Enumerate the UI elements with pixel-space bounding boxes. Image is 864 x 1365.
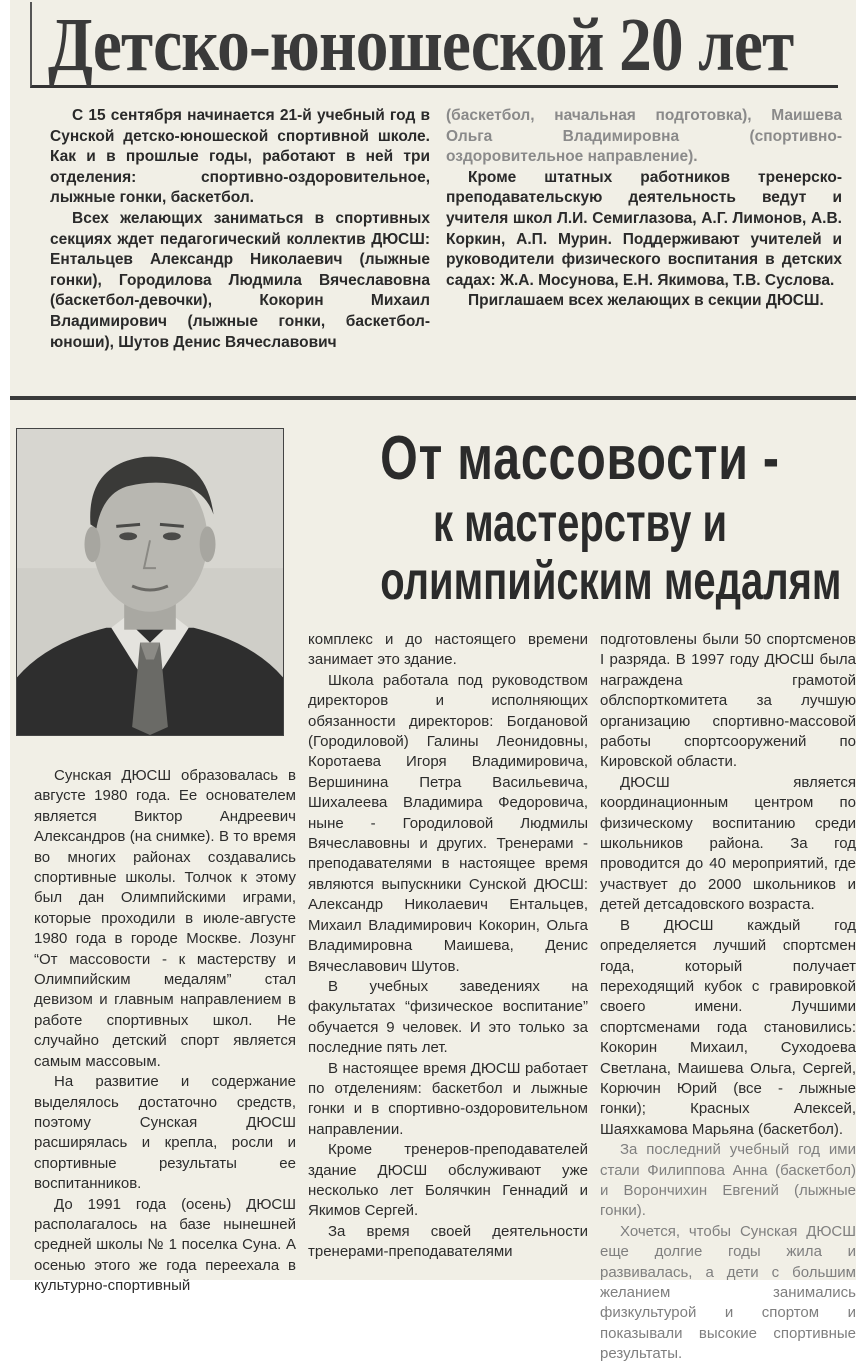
section-divider [10,396,856,400]
article-column-1 [34,766,296,1297]
article-column-3 [600,630,856,1365]
col2-paragraph-4: Кроме тренеров-преподавателей здание ДЮСШ обслуживают уже несколько лет Болячкин Геннадий и Якимов Сергей. [308,1141,588,1220]
col3-paragraph-2: В ДЮСШ каждый год определяется лучший спортсмен года, который получает переходящий кубок с гравировкой своего имени. Лучшими спортсменами года становились: Кокорин Михаил, Суходоева Светлана, Маишева Ольга, Сергей, Корючин Юрий (все - лыжные гонки); Красных Алексей, Шаяхкамова Марьяна (баскетбол). [600,916,856,1138]
col1-paragraph-2: На развитие и содержание выделялось достаточно средств, поэтому Сунская ДЮСШ расширялась и крепла, росли и спортивные результаты ее воспитанников. [34,1073,296,1193]
article-headline [310,424,850,610]
col3-paragraph-0: подготовлены были 50 спортсменов I разряда. В 1997 году ДЮСШ была награждена грамотой облспорткомитета за лучшую организацию спортивно-массовой работы спортсооружений по Кировской области. [600,631,856,771]
portrait-photo-graphic [17,429,283,735]
col3-paragraph-4: Хочется, чтобы Сунская ДЮСШ еще долгие годы жила и развивалась, а дети с большим желанием занимались физкультурой и спортом и показывали высокие спортивные результаты. [600,1222,856,1363]
col3-paragraph-1: ДЮСШ является координационным центром по физическому воспитанию среди школьников района. За год проводится до 40 мероприятий, где участвует до 2000 школьников и детей детсадовского возраста. [600,773,856,914]
headline-line-2: к мастерству и [432,493,728,553]
top-left-paragraph-1: С 15 сентября начинается 21-й учебный год в Сунской детско-юношеской спортивной школе. Как и в прошлые годы, работают в ней три отделения: спортивно-оздоровительное, лыжные гонки, баскетбол. [50,107,430,207]
banner [30,2,838,88]
portrait-photo [16,428,284,736]
article-column-2 [308,630,588,1263]
col2-paragraph-3: В настоящее время ДЮСШ работает по отделениям: баскетбол и лыжные гонки и в спортивно-оздоровительном направлении. [308,1059,588,1138]
top-right-column [446,106,842,312]
col1-paragraph-3: До 1991 года (осень) ДЮСШ располагалось на базе нынешней средней школы № 1 поселка Суна. А осенью этого же года переехала в культурно-спортивный [34,1195,296,1295]
col2-paragraph-2: В учебных заведениях на факультатах “физическое воспитание” обучается 9 человек. И это только за последние пять лет. [308,977,588,1057]
col3-paragraph-3: За последний учебный год ими стали Филиппова Анна (баскетбол) и Ворончихин Евгений (лыжные гонки). [600,1141,856,1220]
top-left-paragraph-2: Всех желающих заниматься в спортивных секциях ждет педагогический коллектив ДЮСШ: Ентальцев Александр Николаевич (лыжные гонки), Городилова Людмила Вячеславовна (баскетбол-девочки), Кокорин Михаил Владимирович (лыжные гонки, баскетбол-юноши), Шутов Денис Вячеславович [50,209,430,351]
col2-paragraph-0: комплекс и до настоящего времени занимает это здание. [308,631,588,669]
top-left-column [50,106,430,353]
col2-paragraph-1: Школа работала под руководством директоров и исполняющих обязанности директоров: Богдановой (Городиловой) Галины Леонидовны, Коротаева Игоря Владимировича, Вершинина Петра Васильевича, Шихалеева Владимира Федоровича, ныне - Городиловой Людмилы Вячеславовны и других. Тренерами - преподавателями в настоящее время являются выпускники Сунской ДЮСШ: Александр Николаевич Ентальцев, Михаил Владимирович Кокорин, Ольга Владимировна Маишева, Денис Вячеславович Шутов. [308,671,588,975]
top-right-paragraph-3: Приглашаем всех желающих в секции ДЮСШ. [468,292,824,310]
banner-title: Детско-юношеской 20 лет [48,3,794,87]
col1-paragraph-1: Сунская ДЮСШ образовалась в августе 1980 года. Ее основателем является Виктор Андреевич Александров (на снимке). В то время во многих районах создавались спортивные школы. Толчок к этому был дан Олимпийскими играми, которые проходили в июле-августе 1980 года в городе Москве. Лозунг “От массовости - к мастерству и Олимпийским медалям” стал девизом и главным направлением в работе спортивных школ. Не случайно детский спорт является самым массовым. [34,767,296,1070]
top-right-paragraph-2: Кроме штатных работников тренерско-преподавательскую деятельность ведут и учителя школ Л.И. Семиглазова, А.Г. Лимонов, А.В. Коркин, А.П. Мурин. Поддерживают учителей и руководители физического воспитания в детских садах: Ж.А. Мосунова, Е.Н. Якимова, Т.В. Суслова. [446,168,842,289]
headline-line-3: олимпийским медалям [380,551,842,611]
newspaper-clipping [10,0,856,1363]
top-right-paragraph-1: (баскетбол, начальная подготовка), Маишева Ольга Владимировна (спортивно-оздоровительное направление). [446,107,842,166]
headline-line-1: От массовости - [380,424,780,493]
col2-paragraph-5: За время своей деятельности тренерами-преподавателями [308,1222,588,1261]
